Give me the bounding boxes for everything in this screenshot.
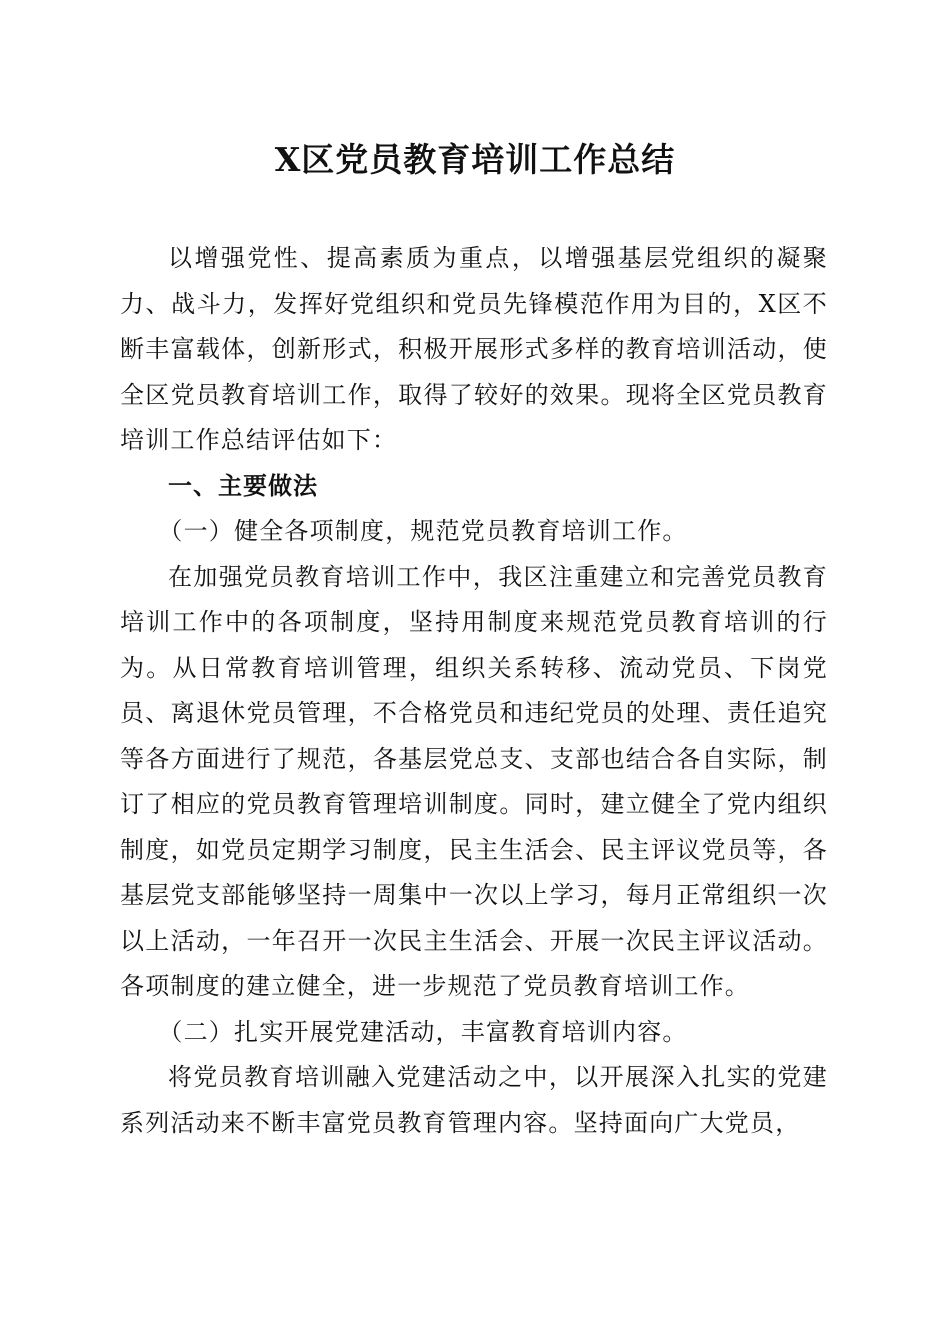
section-heading-main-practices: 一、主要做法 <box>168 471 318 500</box>
subsection-2-paragraph: 将党员教育培训融入党建活动之中，以开展深入扎实的党建系列活动来不断丰富党员教育管理内容。坚持面向广大党员， <box>120 1063 828 1137</box>
intro-paragraph: 以增强党性、提高素质为重点，以增强基层党组织的凝聚力、战斗力，发挥好党组织和党员先锋模范作用为目的，X区不断丰富载体，创新形式，积极开展形式多样的教育培训活动，使全区党员教育培训工作，取得了较好的效果。现将全区党员教育培训工作总结评估如下： <box>120 244 828 454</box>
document-title: X区党员教育培训工作总结 <box>274 140 676 179</box>
subsection-heading-2: （二）扎实开展党建活动，丰富教育培训内容。 <box>158 1017 688 1046</box>
subsection-1-paragraph: 在加强党员教育培训工作中，我区注重建立和完善党员教育培训工作中的各项制度，坚持用制度来规范党员教育培训的行为。从日常教育培训管理，组织关系转移、流动党员、下岗党员、离退休党员管理，不合格党员和违纪党员的处理、责任追究等各方面进行了规范，各基层党总支、支部也结合各自实际，制订了相应的党员教育管理培训制度。同时，建立健全了党内组织制度，如党员定期学习制度，民主生活会、民主评议党员等，各基层党支部能够坚持一周集中一次以上学习，每月正常组织一次以上活动，一年召开一次民主生活会、开展一次民主评议活动。各项制度的建立健全，进一步规范了党员教育培训工作。 <box>120 562 828 1000</box>
subsection-heading-1: （一）健全各项制度，规范党员教育培训工作。 <box>158 517 688 545</box>
document-body <box>120 236 828 1146</box>
